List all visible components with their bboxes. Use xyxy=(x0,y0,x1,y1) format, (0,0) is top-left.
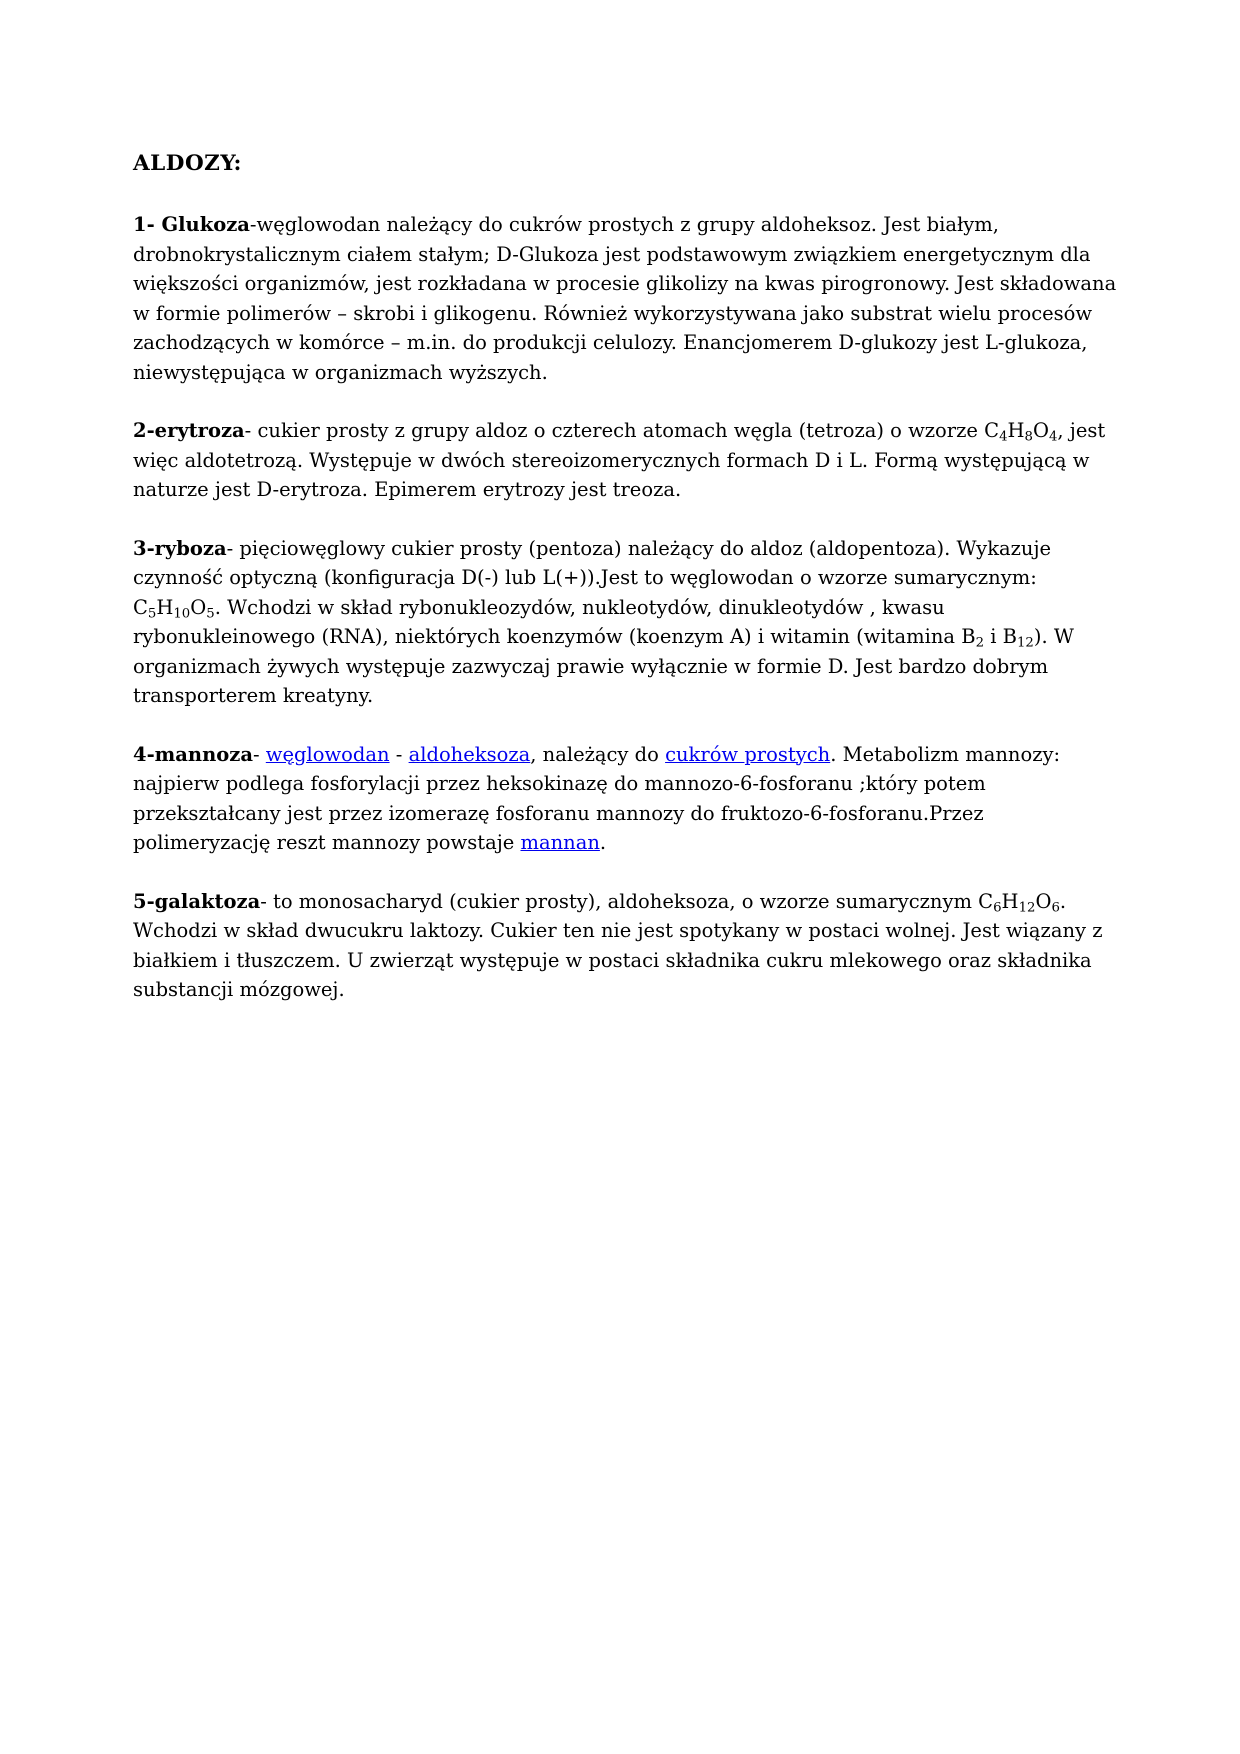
formula-subscript: 6 xyxy=(1051,899,1060,915)
text-run: O xyxy=(1035,889,1052,913)
text-run: , należący do xyxy=(530,742,666,766)
paragraph-galaktoza xyxy=(133,887,1118,1005)
paragraph-lead: 4-mannoza xyxy=(133,742,253,766)
text-run: O xyxy=(1032,419,1049,442)
text-run: H xyxy=(156,595,174,619)
hyperlink[interactable]: aldoheksoza xyxy=(408,742,531,766)
paragraph-lead: 2-erytroza xyxy=(133,419,245,442)
text-run: H xyxy=(1007,419,1025,442)
paragraph-glukoza xyxy=(133,210,1118,387)
formula-subscript: 6 xyxy=(993,899,1002,915)
formula-subscript: 2 xyxy=(975,635,985,651)
formula-subscript: 4 xyxy=(999,429,1008,445)
text-run: - cukier prosty z grupy aldoz o czterech atomach węgla (tetroza) o wzorze C xyxy=(244,419,1000,442)
text-run: - xyxy=(253,742,266,766)
formula-subscript: 12 xyxy=(1017,635,1034,651)
text-run: , jest więc aldotetrozą. Występuje w dwóch stereoizomerycznych formach D i L. Formą występującą w naturze jest D-erytroza. Epimerem erytrozy jest treoza. xyxy=(133,419,1106,501)
formula-subscript: 5 xyxy=(206,605,215,621)
formula-subscript: 8 xyxy=(1024,429,1033,445)
document-title: ALDOZY: xyxy=(133,151,242,176)
paragraph-lead: 5-galaktoza xyxy=(133,889,261,913)
paragraph-lead: 3-ryboza xyxy=(133,536,227,560)
paragraph-mannoza xyxy=(133,740,1118,858)
text-run: O xyxy=(190,595,207,619)
text-run: ). W organizmach żywych występuje zazwyczaj prawie wyłącznie w formie D. Jest bardzo dobrym transporterem kreatyny. xyxy=(133,625,1074,707)
text-run: . Wchodzi w skład rybonukleozydów, nukleotydów, dinukleotydów , kwasu rybonukleinowego (RNA), niektórych koenzymów (koenzym A) i witamin (witamina B xyxy=(133,595,976,648)
formula-subscript: 4 xyxy=(1048,429,1058,445)
text-run: . Metabolizm mannozy: najpierw podlega fosforylacji przez heksokinazę do mannozo-6-fosforanu ;który potem przekształcany jest przez izomerazę fosforanu mannozy do fruktozo-6-fosforanu.Przez polimeryzację reszt mannozy powstaje xyxy=(133,742,1061,854)
hyperlink[interactable]: cukrów prostych xyxy=(665,742,831,766)
text-run: i B xyxy=(984,625,1017,648)
text-run: - to monosacharyd (cukier prosty), aldoheksoza, o wzorze sumarycznym C xyxy=(260,889,994,913)
text-run: - pięciowęglowy cukier prosty (pentoza) należący do aldoz (aldopentoza). Wykazuje czynność optyczną (konfiguracja D(-) lub L(+)).Jest to węglowodan o wzorze sumarycznym: C xyxy=(133,536,1052,619)
text-run: -węglowodan należący do cukrów prostych z grupy aldoheksoz. Jest białym, drobnokrystalicznym ciałem stałym; D-Glukoza jest podstawowym związkiem energetycznym dla większości organizmów, jest rozkładana w procesie glikolizy na kwas pirogronowy. Jest składowana w formie polimerów – skrobi i glikogenu. Również wykorzystywana jako substrat wielu procesów zachodzących w komórce – m.in. do produkcji celulozy. Enancjomerem D-glukozy jest L-glukoza, niewystępująca w organizmach wyższych. xyxy=(133,213,1117,384)
formula-subscript: 5 xyxy=(147,605,157,621)
paragraph-erytroza xyxy=(133,416,1118,505)
paragraph-ryboza xyxy=(133,534,1118,711)
text-run: . Wchodzi w skład dwucukru laktozy. Cukier ten nie jest spotykany w postaci wolnej. Jest wiązany z białkiem i tłuszczem. U zwierząt występuje w postaci składnika cukru mlekowego oraz składnika substancji mózgowej. xyxy=(133,889,1103,1001)
hyperlink[interactable]: węglowodan xyxy=(265,742,390,766)
hyperlink[interactable]: mannan xyxy=(520,831,600,854)
text-run: . xyxy=(599,831,607,854)
paragraph-lead: 1- Glukoza xyxy=(133,213,250,236)
formula-subscript: 12 xyxy=(1018,899,1036,915)
text-run: - xyxy=(389,742,409,766)
formula-subscript: 10 xyxy=(173,605,191,621)
text-run: H xyxy=(1001,889,1019,913)
